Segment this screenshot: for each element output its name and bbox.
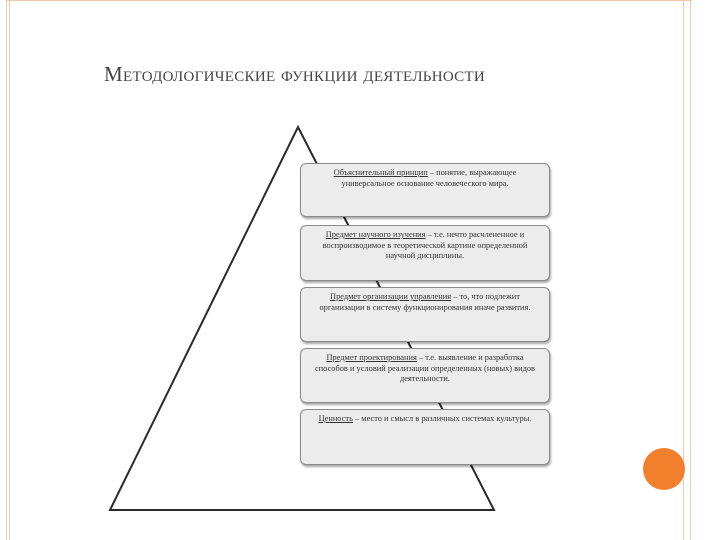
level-description: – место и смысл в различных системах культуры. <box>352 414 532 423</box>
pyramid-level-3 <box>300 287 550 342</box>
orange-circle-decoration <box>643 448 685 490</box>
level-description: – т.е. нечто расчлененное и воспроизводимое в теоретической картине определенной научной дисциплины. <box>322 230 528 260</box>
level-term: Объяснительный принцип <box>333 168 428 177</box>
pyramid-level-2 <box>300 225 550 281</box>
level-term: Предмет проектирования <box>326 353 417 362</box>
level-description: – т.е. выявление и разработка способов и условий реализации определенных (новых) видов деятельности. <box>314 353 536 383</box>
level-term: Ценность <box>318 414 353 423</box>
level-description: – то, что подлежит организации в систему функционирования иначе развития. <box>319 292 531 312</box>
pyramid-level-5 <box>300 409 550 465</box>
pyramid-level-1 <box>300 163 550 217</box>
level-description: – понятие, выражающее универсальное основание человеческого мира. <box>341 168 517 188</box>
level-term: Предмет научного изучения <box>325 230 426 239</box>
level-term: Предмет организации управления <box>330 292 452 301</box>
slide-title: Методологические функции деятельности <box>104 62 486 86</box>
pyramid-level-4 <box>300 348 550 403</box>
